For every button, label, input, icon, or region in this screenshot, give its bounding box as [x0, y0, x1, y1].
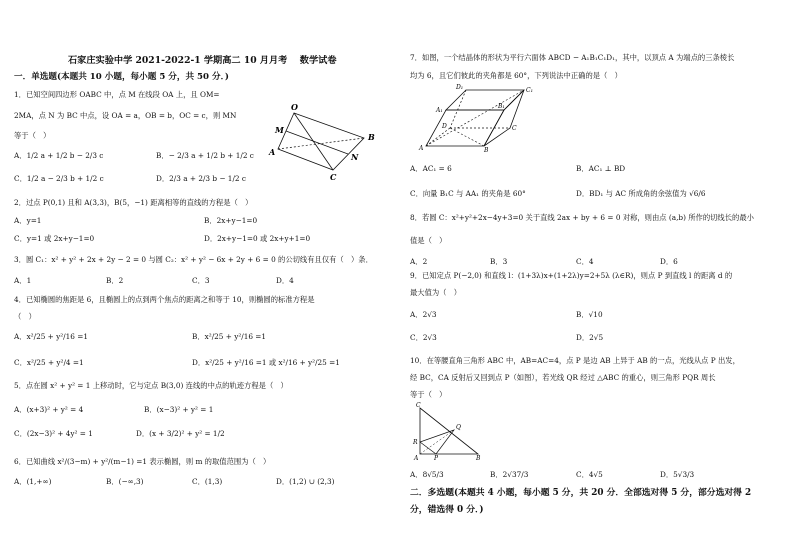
q8-option-d[interactable]: D．6 [660, 257, 678, 266]
q3-line1: 3．圆 C₁：x² + y² + 2x + 2y − 2 = 0 与圆 C₂：x² + y² − 6x + 2y + 6 = 0 的公切线有且仅有（ ）条． [14, 255, 373, 264]
q7-option-c[interactable]: C．向量 B₁C 与 AA₁ 的夹角是 60° [410, 189, 526, 198]
q6-option-d[interactable]: D．(1,2) ∪ (2,3) [276, 477, 335, 486]
q8-line1: 8．若圆 C：x²+y²+2x−4y+3=0 关于直线 2ax + by + 6 = 0 对称，则由点 (a,b) 所作的切线长的最小 [410, 213, 754, 222]
label-r: R [413, 439, 418, 446]
q9-option-a[interactable]: A．2√3 [410, 310, 437, 319]
q1-option-c[interactable]: C．1/2 a − 2/3 b + 1/2 c [14, 174, 104, 183]
q8-option-b[interactable]: B．3 [490, 257, 508, 266]
q2-option-a[interactable]: A．y=1 [14, 216, 42, 225]
q4-option-d[interactable]: D．x²/25 + y²/16 =1 或 x²/16 + y²/25 =1 [192, 358, 340, 367]
q10-option-a[interactable]: A．8√5/3 [410, 470, 444, 479]
label-b: B [476, 455, 481, 462]
q10-line2: 经 BC，CA 反射后又回到点 P（如图），若光线 QR 经过 △ABC 的重心，则三角形 PQR 周长 [410, 373, 716, 382]
q10-option-c[interactable]: C．4√5 [576, 470, 603, 479]
q1-option-d[interactable]: D．2/3 a + 2/3 b − 1/2 c [156, 174, 246, 183]
q7-line2: 均为 6，且它们彼此的夹角都是 60°，下列说法中正确的是（ ） [410, 71, 622, 80]
q5-line1: 5．点在圆 x² + y² = 1 上移动时，它与定点 B(3,0) 连线的中点的轨迹方程是（ ） [14, 381, 288, 390]
q1-option-b[interactable]: B．− 2/3 a + 1/2 b + 1/2 c [156, 151, 254, 160]
label-n: N [351, 152, 359, 162]
q5-option-a[interactable]: A．(x+3)² + y² = 4 [14, 405, 84, 414]
section-multi-choice: 二．多选题(本题共 4 小题，每小题 5 分，共 20 分．全部选对得 5 分，部分选对得 2 [410, 488, 752, 498]
label-b: B [368, 132, 375, 142]
q10-option-b[interactable]: B．2√37/3 [490, 470, 529, 479]
q9-option-b[interactable]: B．√10 [576, 310, 603, 319]
q4-line1: 4．已知椭圆的焦距是 6，且椭圆上的点到两个焦点的距离之和等于 10，则椭圆的标准方程是 [14, 295, 315, 304]
q7-line1: 7．如图，一个结晶体的形状为平行六面体 ABCD − A₁B₁C₁D₁，其中，以顶点 A 为端点的三条棱长 [410, 53, 735, 62]
q5-option-c[interactable]: C．(2x−3)² + 4y² = 1 [14, 429, 93, 438]
section-multi-choice-cont: 分，错选得 0 分．) [410, 505, 484, 515]
q6-option-b[interactable]: B．(−∞,3) [106, 477, 144, 486]
label-q: Q [456, 424, 461, 431]
q7-parallelepiped-figure [419, 84, 538, 154]
q2-option-c[interactable]: C．y=1 或 2x+y−1=0 [14, 234, 95, 243]
label-c: C [416, 402, 421, 409]
q4-option-a[interactable]: A．x²/25 + y²/16 =1 [14, 332, 88, 341]
label-m: M [275, 125, 284, 135]
label-a: A [419, 145, 424, 152]
q4-option-b[interactable]: B．x²/25 + y²/16 =1 [192, 332, 267, 341]
q2-option-b[interactable]: B．2x+y−1=0 [204, 216, 258, 225]
label-c: C [512, 125, 517, 132]
q3-option-b[interactable]: B．2 [106, 276, 124, 285]
q5-option-d[interactable]: D．(x + 3/2)² + y² = 1/2 [136, 429, 225, 438]
q5-option-b[interactable]: B．(x−3)² + y² = 1 [144, 405, 214, 414]
label-b1: B₁ [498, 103, 505, 110]
label-a1: A₁ [436, 107, 443, 114]
q6-line1: 6．已知曲线 x²/(3−m) + y²/(m−1) =1 表示椭圆，则 m 的取值范围为（ ） [14, 457, 271, 466]
q7-option-b[interactable]: B．AC₁ ⊥ BD [576, 164, 626, 173]
q1-option-a[interactable]: A．1/2 a + 1/2 b − 2/3 c [14, 151, 104, 160]
label-a: A [269, 147, 276, 157]
q9-line1: 9．已知定点 P(−2,0) 和直线 l：(1+3λ)x+(1+2λ)y=2+5λ (λ∈R)，则点 P 到直线 l 的距离 d 的 [410, 271, 733, 280]
q1-line2: 2MA，点 N 为 BC 中点，设 OA = a，OB = b，OC = c，则 MN [14, 111, 237, 120]
q9-option-d[interactable]: D．2√5 [576, 333, 604, 342]
label-o: O [291, 102, 298, 112]
q4-option-c[interactable]: C．x²/25 + y²/4 =1 [14, 358, 84, 367]
q10-triangle-figure [414, 404, 484, 460]
q6-option-a[interactable]: A．(1,+∞) [14, 477, 52, 486]
label-c: C [330, 172, 337, 182]
q8-option-a[interactable]: A．2 [410, 257, 428, 266]
q1-line1: 1．已知空间四边形 OABC 中，点 M 在线段 OA 上，且 OM= [14, 90, 220, 99]
exam-title: 石家庄实验中学 2021-2022-1 学期高二 10 月月考 数学试卷 [68, 55, 337, 66]
label-b: B [484, 147, 489, 154]
q3-option-d[interactable]: D．4 [276, 276, 294, 285]
q9-option-c[interactable]: C．2√3 [410, 333, 437, 342]
section-single-choice: 一．单选题(本题共 10 小题，每小题 5 分，共 50 分．) [14, 72, 229, 82]
label-d1: D₁ [456, 84, 464, 91]
q7-option-d[interactable]: D．BD₁ 与 AC 所成角的余弦值为 √6/6 [576, 189, 706, 198]
label-c1: C₁ [526, 87, 533, 94]
q10-line1: 10．在等腰直角三角形 ABC 中，AB=AC=4，点 P 是边 AB 上异于 AB 的一点，光线从点 P 出发， [410, 356, 740, 365]
label-p: P [434, 455, 439, 462]
q6-option-c[interactable]: C．(1,3) [192, 477, 223, 486]
label-d: D [442, 123, 447, 130]
q3-option-a[interactable]: A．1 [14, 276, 32, 285]
q10-option-d[interactable]: D．5√3/3 [660, 470, 695, 479]
label-a: A [414, 455, 419, 462]
q4-line2: （ ） [14, 312, 36, 321]
q8-option-c[interactable]: C．4 [576, 257, 594, 266]
q8-line2: 值是（ ） [410, 236, 447, 245]
q1-line3: 等于（ ） [14, 131, 51, 140]
q3-option-c[interactable]: C．3 [192, 276, 210, 285]
q2-line1: 2．过点 P(0,1) 且和 A(3,3)，B(5，−1) 距离相等的直线的方程是（ ） [14, 198, 253, 207]
q9-line2: 最大值为（ ） [410, 288, 462, 297]
q2-option-d[interactable]: D．2x+y−1=0 或 2x+y+1=0 [204, 234, 311, 243]
q1-tetrahedron-figure [266, 104, 378, 184]
q7-option-a[interactable]: A．AC₁ = 6 [410, 164, 452, 173]
q10-line3: 等于（ ） [410, 390, 447, 399]
